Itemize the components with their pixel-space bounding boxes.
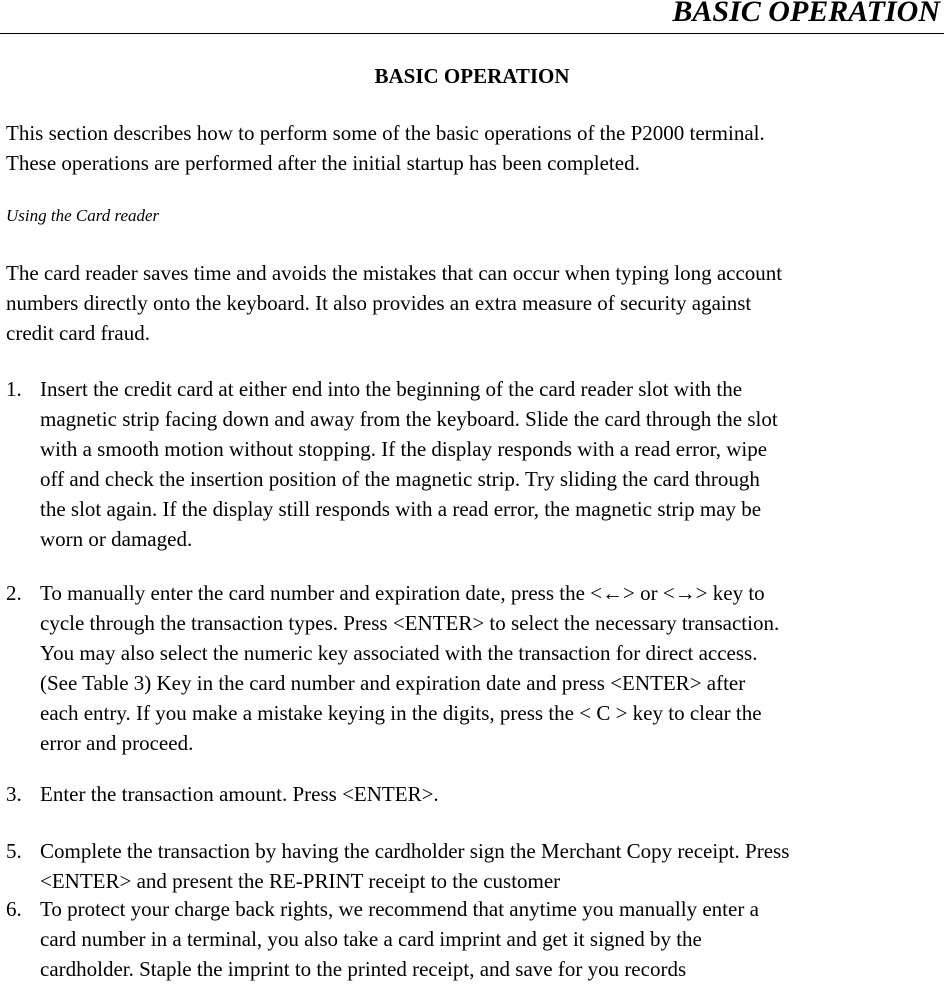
step-line: with a smooth motion without stopping. If the display responds with a read error, wipe (40, 437, 768, 461)
step-line: (See Table 3) Key in the card number and expiration date and press <ENTER> after (40, 671, 746, 695)
step-line: To protect your charge back rights, we recommend that anytime you manually enter a (40, 897, 759, 921)
step-text (40, 578, 779, 758)
intro-line: This section describes how to perform some of the basic operations of the P2000 terminal. (6, 121, 765, 145)
step-line: <ENTER> and present the RE-PRINT receipt to the customer (40, 869, 561, 893)
step-text (40, 779, 439, 809)
step-line: cycle through the transaction types. Press <ENTER> to select the necessary transaction. (40, 611, 780, 635)
step-line: card number in a terminal, you also take a card imprint and get it signed by the (40, 927, 702, 951)
step-text (40, 894, 759, 984)
header-title: BASIC OPERATION (672, 0, 940, 28)
step-line: error and proceed. (40, 731, 194, 755)
step-number: 5. (6, 839, 22, 863)
card-reader-paragraph (6, 258, 782, 348)
step-line: magnetic strip facing down and away from the keyboard. Slide the card through the slot (40, 407, 778, 431)
intro-paragraph (6, 118, 765, 178)
step-number: 1. (6, 377, 22, 401)
step-line: To manually enter the card number and expiration date, press the <←> or <→> key to (40, 581, 765, 605)
step-line: Enter the transaction amount. Press <ENTER>. (40, 782, 439, 806)
step-line: off and check the insertion position of the magnetic strip. Try sliding the card through (40, 467, 760, 491)
step-line: the slot again. If the display still responds with a read error, the magnetic strip may be (40, 497, 762, 521)
step-number: 3. (6, 782, 22, 806)
page-header (0, 0, 944, 34)
paragraph-line: credit card fraud. (6, 321, 150, 345)
step-line: Insert the credit card at either end into the beginning of the card reader slot with the (40, 377, 743, 401)
section-subheading: Using the Card reader (6, 206, 160, 225)
step-line: cardholder. Staple the imprint to the printed receipt, and save for you records (40, 957, 687, 981)
document-title: BASIC OPERATION (374, 64, 570, 88)
step-text (40, 374, 778, 554)
paragraph-line: The card reader saves time and avoids the mistakes that can occur when typing long account (6, 261, 783, 285)
step-text (40, 836, 789, 896)
step-line: worn or damaged. (40, 527, 193, 551)
intro-line: These operations are performed after the initial startup has been completed. (6, 151, 640, 175)
step-line: Complete the transaction by having the cardholder sign the Merchant Copy receipt. Press (40, 839, 790, 863)
step-line: You may also select the numeric key associated with the transaction for direct access. (40, 641, 758, 665)
paragraph-line: numbers directly onto the keyboard. It also provides an extra measure of security against (6, 291, 752, 315)
step-number: 6. (6, 897, 22, 921)
step-line: each entry. If you make a mistake keying in the digits, press the < C > key to clear the (40, 701, 762, 725)
step-number: 2. (6, 581, 22, 605)
